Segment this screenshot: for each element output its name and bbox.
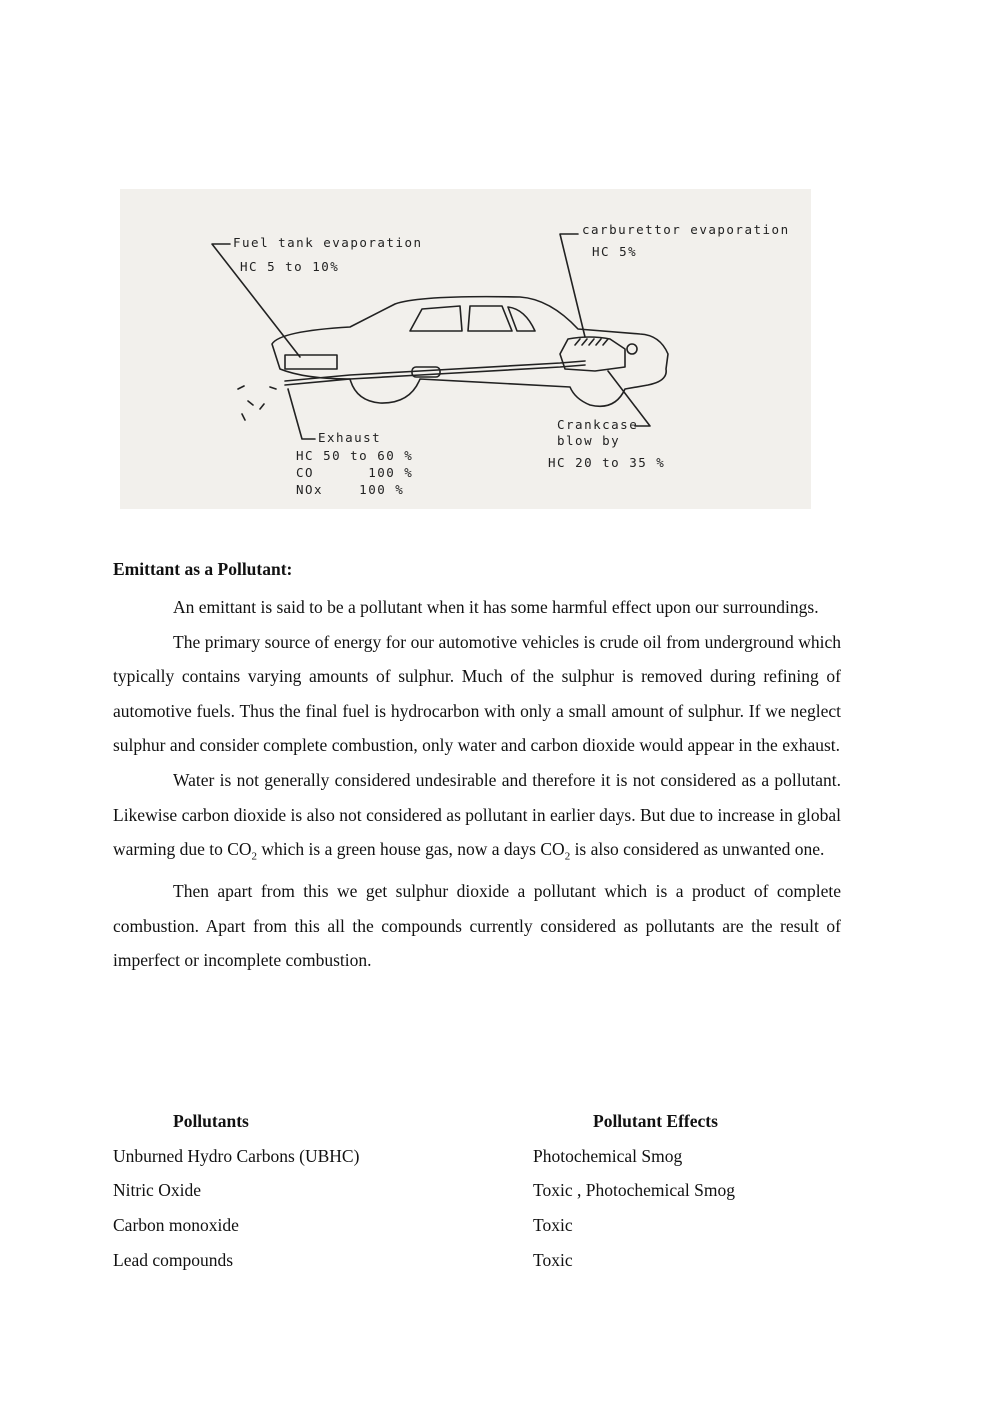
header-pollutants: Pollutants	[173, 1111, 249, 1131]
header-pollutant-effects: Pollutant Effects	[593, 1111, 718, 1131]
car-emission-diagram	[120, 189, 811, 509]
carburettor-leader	[560, 234, 585, 337]
paragraph-4: Then apart from this we get sulphur dioxide a pollutant which is a product of complete combustion. Apart from this all the compounds currently considered as pollutants are the result of imperfect or incomplete combustion.	[113, 881, 841, 971]
pollutants-table	[113, 1104, 841, 1277]
paragraph-1: An emittant is said to be a pollutant when it has some harmful effect upon our surroundings.	[173, 597, 819, 617]
pollutant-cell: Nitric Oxide	[113, 1180, 201, 1201]
table-row	[113, 1208, 841, 1243]
carburettor-value: HC 5%	[592, 244, 638, 259]
carburettor-label: carburettor evaporation	[582, 222, 790, 237]
car-window-rear	[508, 307, 535, 331]
effect-cell: Toxic	[533, 1249, 573, 1270]
exhaust-leader	[288, 389, 315, 439]
paragraph-3-part-c: is also considered as unwanted one.	[570, 839, 825, 860]
pollutant-cell: Unburned Hydro Carbons (UBHC)	[113, 1145, 360, 1166]
co2-subscript: 2	[251, 850, 258, 863]
exhaust-label: Exhaust	[318, 430, 382, 445]
co2-subscript: 2	[564, 850, 571, 863]
fuel-tank-label: Fuel tank evaporation	[233, 235, 423, 250]
paragraph-2: The primary source of energy for our automotive vehicles is crude oil from underground which typically contains varying amounts of sulphur. Much of the sulphur is removed during refining of automotive fuels. Thus the final fuel is hydrocarbon with only a small amount of sulphur. If we neglect sulphur and consider complete combustion, only water and carbon dioxide would appear in the exhaust.	[113, 631, 841, 756]
exhaust-hc-value: HC 50 to 60 %	[296, 448, 414, 463]
car-window-front	[410, 306, 462, 331]
exhaust-puff	[238, 386, 276, 420]
section-heading: Emittant as a Pollutant:	[113, 559, 293, 579]
table-row	[113, 1173, 841, 1208]
effect-cell: Toxic	[533, 1215, 573, 1236]
crankcase-label-line2: blow by	[557, 433, 621, 448]
exhaust-co-value: CO 100 %	[296, 465, 414, 480]
paragraph-3-part-b: which is a green house gas, now a days CO	[257, 839, 565, 860]
car-window-middle	[468, 306, 512, 331]
car-sketch-svg	[120, 189, 811, 509]
paragraph-3-part-a: Water is not generally considered undesirable and therefore it is not considered as a pollutant. Likewise carbon dioxide is also not considered as pollutant in earlier days. But due to increase in global warming due to CO	[113, 769, 841, 860]
fuel-tank	[285, 355, 337, 369]
effect-cell: Photochemical Smog	[533, 1145, 683, 1166]
effect-cell: Toxic , Photochemical Smog	[533, 1180, 735, 1201]
exhaust-nox-value: NOx 100 %	[296, 482, 405, 497]
pollutant-cell: Lead compounds	[113, 1249, 234, 1270]
table-row	[113, 1139, 841, 1174]
table-row	[113, 1243, 841, 1278]
crankcase-value: HC 20 to 35 %	[548, 455, 666, 470]
main-text	[113, 556, 841, 978]
crankcase-label-line1: Crankcase	[557, 417, 639, 432]
pollutant-cell: Carbon monoxide	[113, 1215, 239, 1236]
fuel-tank-value: HC 5 to 10%	[240, 259, 340, 274]
table-header-row	[113, 1104, 841, 1139]
paragraph-3	[113, 763, 841, 874]
